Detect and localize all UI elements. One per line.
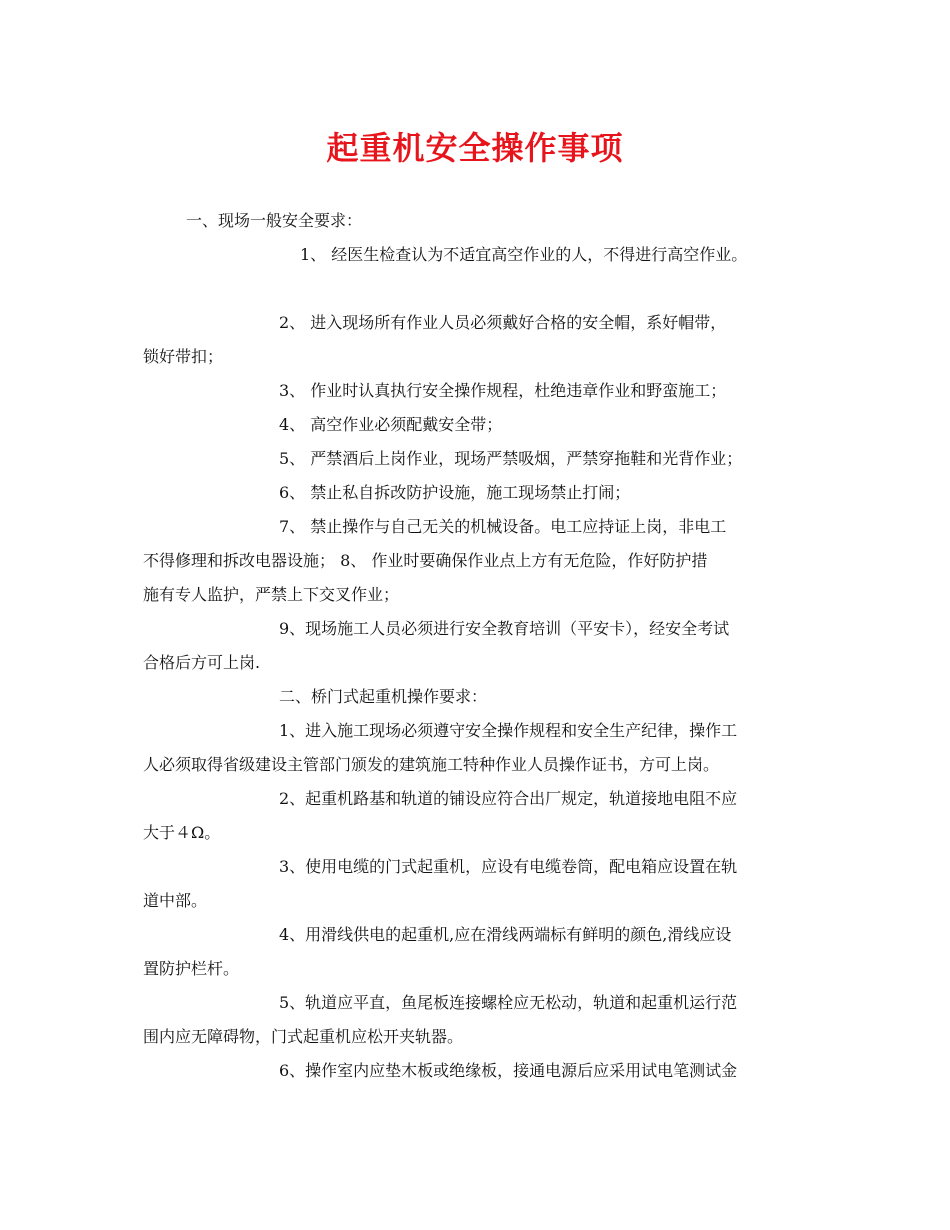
paragraph-line: 4、用滑线供电的起重机,应在滑线两端标有鲜明的颜色,滑线应设 — [279, 925, 732, 944]
paragraph-line: 5、 严禁酒后上岗作业，现场严禁吸烟，严禁穿拖鞋和光背作业； — [279, 449, 743, 468]
paragraph-line: 9、现场施工人员必须进行安全教育培训（平安卡），经安全考试 — [279, 619, 730, 638]
paragraph-line: 3、使用电缆的门式起重机，应设有电缆卷筒，配电箱应设置在轨 — [279, 857, 738, 876]
paragraph-line: 围内应无障碍物，门式起重机应松开夹轨器。 — [143, 1027, 464, 1046]
paragraph-line: 6、 禁止私自拆改防护设施，施工现场禁止打闹； — [279, 483, 631, 502]
paragraph-line: 大于４Ω。 — [143, 823, 221, 842]
section-heading-1: 一、现场一般安全要求： — [186, 211, 363, 230]
paragraph-line: 3、 作业时认真执行安全操作规程，杜绝违章作业和野蛮施工； — [279, 381, 727, 400]
section-heading-2: 二、桥门式起重机操作要求： — [279, 687, 488, 706]
paragraph-line: 1、进入施工现场必须遵守安全操作规程和安全生产纪律，操作工 — [279, 721, 738, 740]
paragraph-line: 置防护栏杆。 — [143, 959, 240, 978]
paragraph-line: 1、 经医生检查认为不适宜高空作业的人，不得进行高空作业。 — [300, 245, 748, 264]
paragraph-line: 4、 高空作业必须配戴安全带； — [279, 415, 503, 434]
document-title: 起重机安全操作事项 — [326, 129, 624, 167]
paragraph-line: 道中部。 — [143, 891, 208, 910]
paragraph-line: 5、轨道应平直，鱼尾板连接螺栓应无松动，轨道和起重机运行范 — [279, 993, 738, 1012]
paragraph-line: 2、起重机路基和轨道的铺设应符合出厂规定，轨道接地电阻不应 — [279, 789, 738, 808]
paragraph-line: 2、 进入现场所有作业人员必须戴好合格的安全帽，系好帽带， — [279, 313, 727, 332]
paragraph-line: 不得修理和拆改电器设施； 8、 作业时要确保作业点上方有无危险，作好防护措 — [143, 551, 708, 570]
paragraph-line: 合格后方可上岗. — [143, 653, 261, 672]
paragraph-line: 人必须取得省级建设主管部门颁发的建筑施工特种作业人员操作证书，方可上岗。 — [143, 755, 720, 774]
paragraph-line: 6、操作室内应垫木板或绝缘板，接通电源后应采用试电笔测试金 — [279, 1061, 738, 1080]
paragraph-line: 锁好带扣； — [143, 347, 224, 366]
paragraph-line: 施有专人监护，严禁上下交叉作业； — [143, 585, 400, 604]
paragraph-line: 7、 禁止操作与自己无关的机械设备。电工应持证上岗，非电工 — [279, 517, 727, 536]
